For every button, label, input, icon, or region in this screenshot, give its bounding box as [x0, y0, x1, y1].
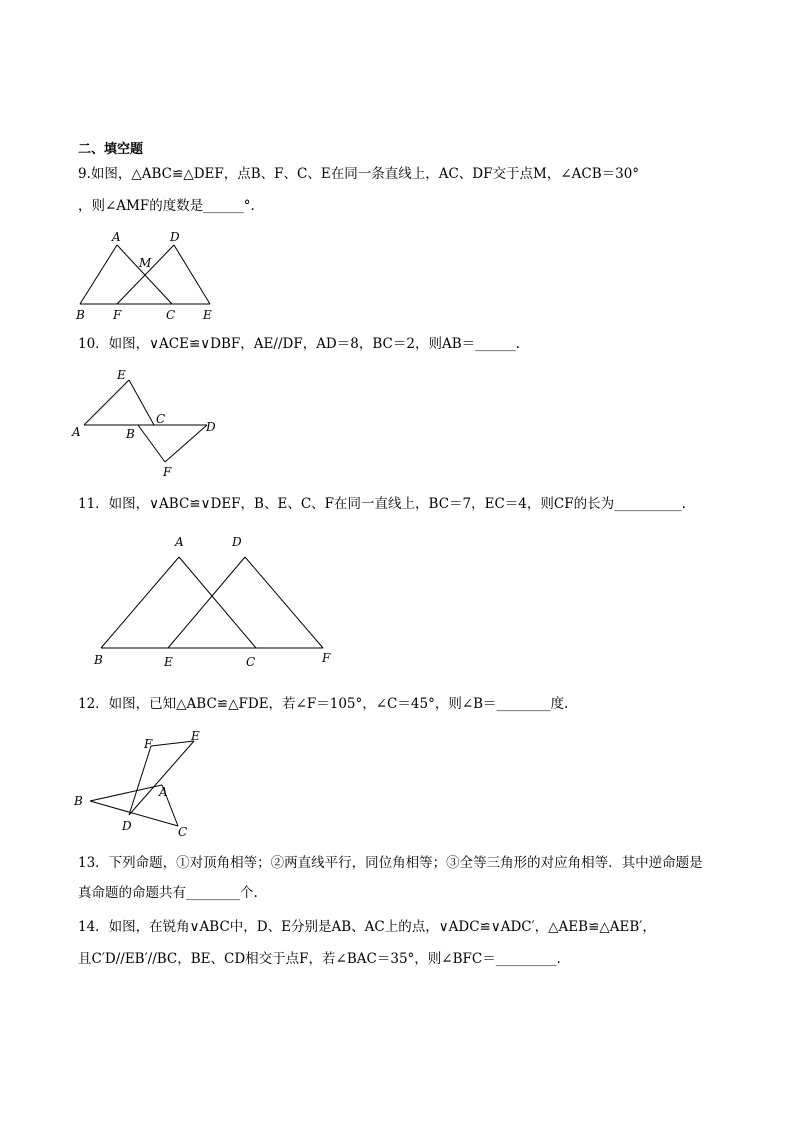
q11-label-D: D	[232, 535, 242, 549]
q9-label-M: M	[139, 256, 152, 270]
q12-label-F: F	[144, 737, 153, 751]
q10-label-A: A	[72, 425, 81, 439]
q9-label-F: F	[113, 308, 122, 322]
q12-label-A: A	[159, 785, 168, 799]
q11-label-A: A	[175, 535, 184, 549]
q9-label-B: B	[76, 308, 85, 322]
q11-figure	[90, 530, 350, 672]
q14-text-line2: 且C′D//EB′//BC，BE、CD相交于点F，若∠BAC＝35°，则∠BFC＝_________.	[78, 951, 561, 967]
q12-label-B: B	[74, 794, 83, 808]
q11-text-line1: 11．如图，∨ABC≌∨DEF，B、E、C、F在同一直线上，BC＝7，EC＝4，则CF的长为__________.	[78, 496, 686, 512]
q11-label-C: C	[246, 655, 256, 669]
q9-label-D: D	[170, 230, 180, 244]
q11-label-B: B	[94, 653, 103, 667]
q10-text-line1: 10．如图，∨ACE≌∨DBF，AE//DF，AD＝8，BC＝2，则AB＝______.	[78, 336, 520, 352]
q12-label-D: D	[122, 819, 132, 833]
q9-label-E: E	[203, 308, 212, 322]
q12-label-C: C	[178, 825, 188, 839]
q11-label-F: F	[322, 651, 331, 665]
section-title: 二、填空题	[78, 142, 144, 157]
q9-text-line1: 9.如图，△ABC≌△DEF，点B、F、C、E在同一条直线上，AC、DF交于点M，∠ACB＝30°	[78, 166, 640, 182]
q9-label-A: A	[112, 230, 121, 244]
q10-figure	[68, 364, 228, 482]
q11-label-E: E	[164, 655, 173, 669]
q13-text-line2: 真命题的命题共有________个.	[78, 885, 258, 901]
q13-text-line1: 13．下列命题，①对顶角相等；②两直线平行，同位角相等；③全等三角形的对应角相等．其中逆命题是	[78, 855, 703, 871]
q9-figure	[70, 228, 230, 324]
q12-label-E: E	[191, 729, 200, 743]
q10-label-B: B	[126, 427, 135, 441]
q14-text-line1: 14．如图，在锐角∨ABC中，D、E分别是AB、AC上的点，∨ADC≌∨ADC′，△AEB≌△AEB′，	[78, 919, 656, 935]
q10-label-F: F	[163, 465, 172, 479]
q12-text-line1: 12．如图，已知△ABC≌△FDE，若∠F＝105°，∠C＝45°，则∠B＝________度.	[78, 696, 569, 712]
q12-figure	[68, 726, 218, 844]
q9-label-C: C	[166, 308, 176, 322]
q10-label-E: E	[117, 368, 126, 382]
q9-text-line2: ，则∠AMF的度数是______°.	[78, 198, 255, 214]
q10-label-C: C	[156, 412, 166, 426]
q10-label-D: D	[206, 420, 216, 434]
